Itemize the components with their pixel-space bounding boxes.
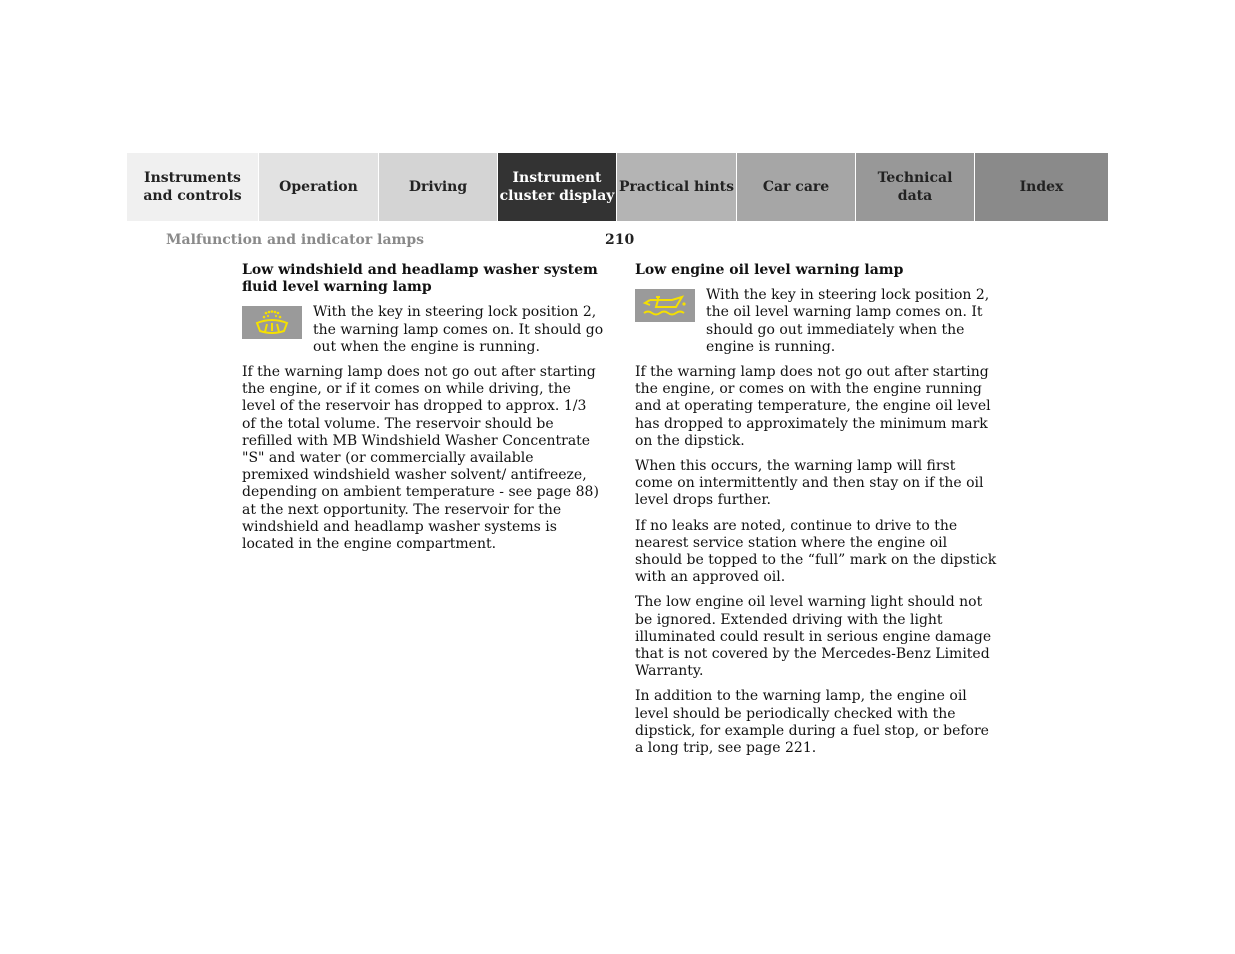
oil-paragraph-5: In addition to the warning lamp, the engine oil level should be periodically checked with the dipstick, for example during a fuel stop, or before a long trip, see page 221. (635, 688, 989, 757)
section-title: Malfunction and indicator lamps (166, 232, 425, 248)
oil-can-icon (635, 289, 695, 322)
oil-paragraph-4: The low engine oil level warning light should not be ignored. Extended driving with the light illuminated could result in serious engine damage that is not covered by the Mercedes-Benz Limited Warranty. (635, 594, 992, 680)
right-column (635, 262, 997, 765)
tab-operation[interactable]: Operation (259, 153, 379, 221)
oil-level-heading: Low engine oil level warning lamp (635, 262, 904, 278)
washer-intro-text: With the key in steering lock position 2, the warning lamp comes on. It should go out when the engine is running. (313, 304, 604, 355)
tab-driving[interactable]: Driving (379, 153, 498, 221)
tab-practical-hints[interactable]: Practical hints (617, 153, 737, 221)
tab-car-care[interactable]: Car care (737, 153, 856, 221)
tab-instrument-cluster-display[interactable]: Instrument cluster display (498, 153, 617, 221)
oil-lamp-row (635, 287, 997, 356)
washer-fluid-icon (242, 306, 302, 339)
chapter-navigation (127, 153, 1108, 221)
left-column (242, 262, 604, 561)
washer-lamp-row (242, 304, 604, 356)
oil-paragraph-3: If no leaks are noted, continue to drive to the nearest service station where the engine oil should be topped to the “full” mark on the dipstick with an approved oil. (635, 517, 997, 586)
oil-paragraph-2: When this occurs, the warning lamp will first come on intermittently and then stay on if the oil level drops further. (635, 458, 984, 509)
washer-fluid-heading: Low windshield and headlamp washer system fluid level warning lamp (242, 262, 598, 296)
tab-technical-data[interactable]: Technical data (856, 153, 975, 221)
tab-index[interactable]: Index (975, 153, 1108, 221)
page-number: 210 (605, 232, 635, 248)
oil-paragraph-1: If the warning lamp does not go out after starting the engine, or comes on with the engine running and at operating temperature, the engine oil level has dropped to approximately the minimum mark on the dipstick. (635, 364, 991, 449)
washer-paragraph: If the warning lamp does not go out after starting the engine, or if it comes on while driving, the level of the reservoir has dropped to approx. 1/3 of the total volume. The reservoir should be refilled with MB Windshield Washer Concentrate "S" and water (or commercially available premixed windshield washer solvent/ antifreeze, depending on ambient temperature - see page 88) at the next opportunity. The reservoir for the windshield and headlamp washer systems is located in the engine compartment. (242, 364, 599, 553)
tab-instruments-and-controls[interactable]: Instruments and controls (127, 153, 259, 221)
oil-intro-text: With the key in steering lock position 2, the oil level warning lamp comes on. It should go out immediately when the engine is running. (706, 287, 990, 355)
